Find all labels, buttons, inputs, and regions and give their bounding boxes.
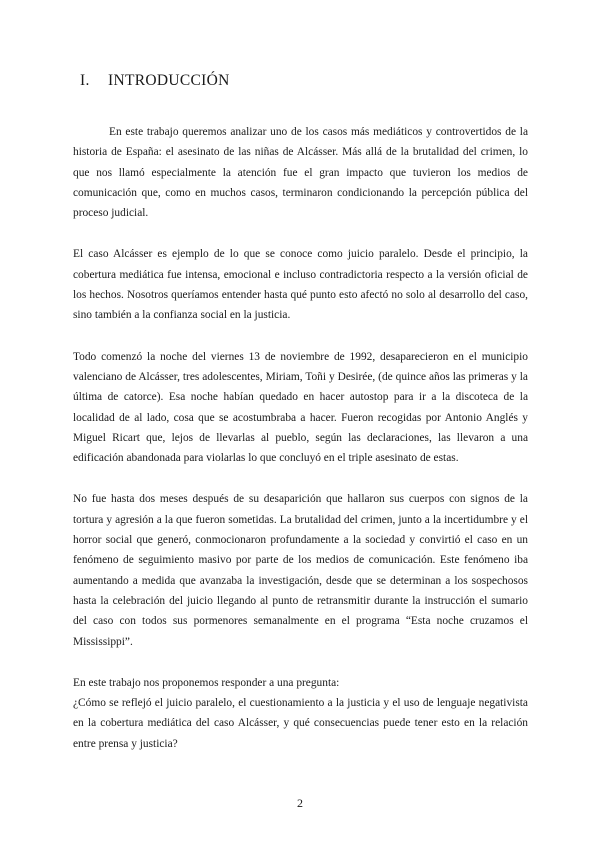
paragraph-pregunta: ¿Cómo se reflejó el juicio paralelo, el cuestionamiento a la justicia y el uso de lenguaje negativista en la cobertura mediática del caso Alcásser, y qué consecuencias puede tener esto en la relación entre prensa y justicia? bbox=[73, 697, 528, 750]
section-number: I. bbox=[80, 72, 90, 89]
paragraph-intro: En este trabajo queremos analizar uno de los casos más mediáticos y controvertidos de la historia de España: el asesinato de las niñas de Alcásser. Más allá de la brutalidad del crimen, lo que nos llamó especialmente la atención fue el gran impacto que tuvieron los medios de comunicación que, como en muchos casos, terminaron condicionando la percepción pública del proceso judicial. bbox=[73, 126, 528, 220]
paragraph-hechos: Todo comenzó la noche del viernes 13 de noviembre de 1992, desaparecieron en el municipio valenciano de Alcásser, tres adolescentes, Miriam, Toñi y Desirée, (de quince años las primeras y la última de catorce). Esa noche habían quedado en hacer autostop para ir a la discoteca de la localidad de al lado, cosa que se acostumbraba a hacer. Fueron recogidas por Antonio Anglés y Miguel Ricart que, lejos de llevarlas al pueblo, según las declaraciones, las llevaron a una edificación abandonada para violarlas lo que concluyó en el triple asesinato de estas. bbox=[73, 350, 528, 465]
paragraph-juicio-paralelo: El caso Alcásser es ejemplo de lo que se conoce como juicio paralelo. Desde el principio, la cobertura mediática fue intensa, emocional e incluso contradictoria respecto a la versión oficial de los hechos. Nosotros queríamos entender hasta qué punto esto afectó no solo al desarrollo del caso, sino también a la confianza social en la justicia. bbox=[73, 248, 528, 322]
paragraph-hallazgo: No fue hasta dos meses después de su desaparición que hallaron sus cuerpos con signos de la tortura y agresión a la que fueron sometidas. La brutalidad del crimen, junto a la incertidumbre y el horror social que generó, conmocionaron profundamente a la sociedad y convirtió el caso en un fenómeno de seguimiento masivo por parte de los medios de comunicación. Este fenómeno iba aumentando a medida que avanzaba la investigación, desde que se determinan a los sospechosos hasta la celebración del juicio llegando al punto de retransmitir durante la instrucción el sumario del caso con todos sus pormenores semanalmente en el programa “Esta noche cruzamos el Mississippi”. bbox=[73, 493, 528, 648]
body-text bbox=[73, 122, 528, 775]
paragraph-pregunta-intro: En este trabajo nos proponemos responder a una pregunta: bbox=[73, 676, 340, 689]
section-heading bbox=[80, 72, 230, 90]
section-title: INTRODUCCIÓN bbox=[108, 72, 230, 89]
page-number: 2 bbox=[297, 796, 303, 810]
